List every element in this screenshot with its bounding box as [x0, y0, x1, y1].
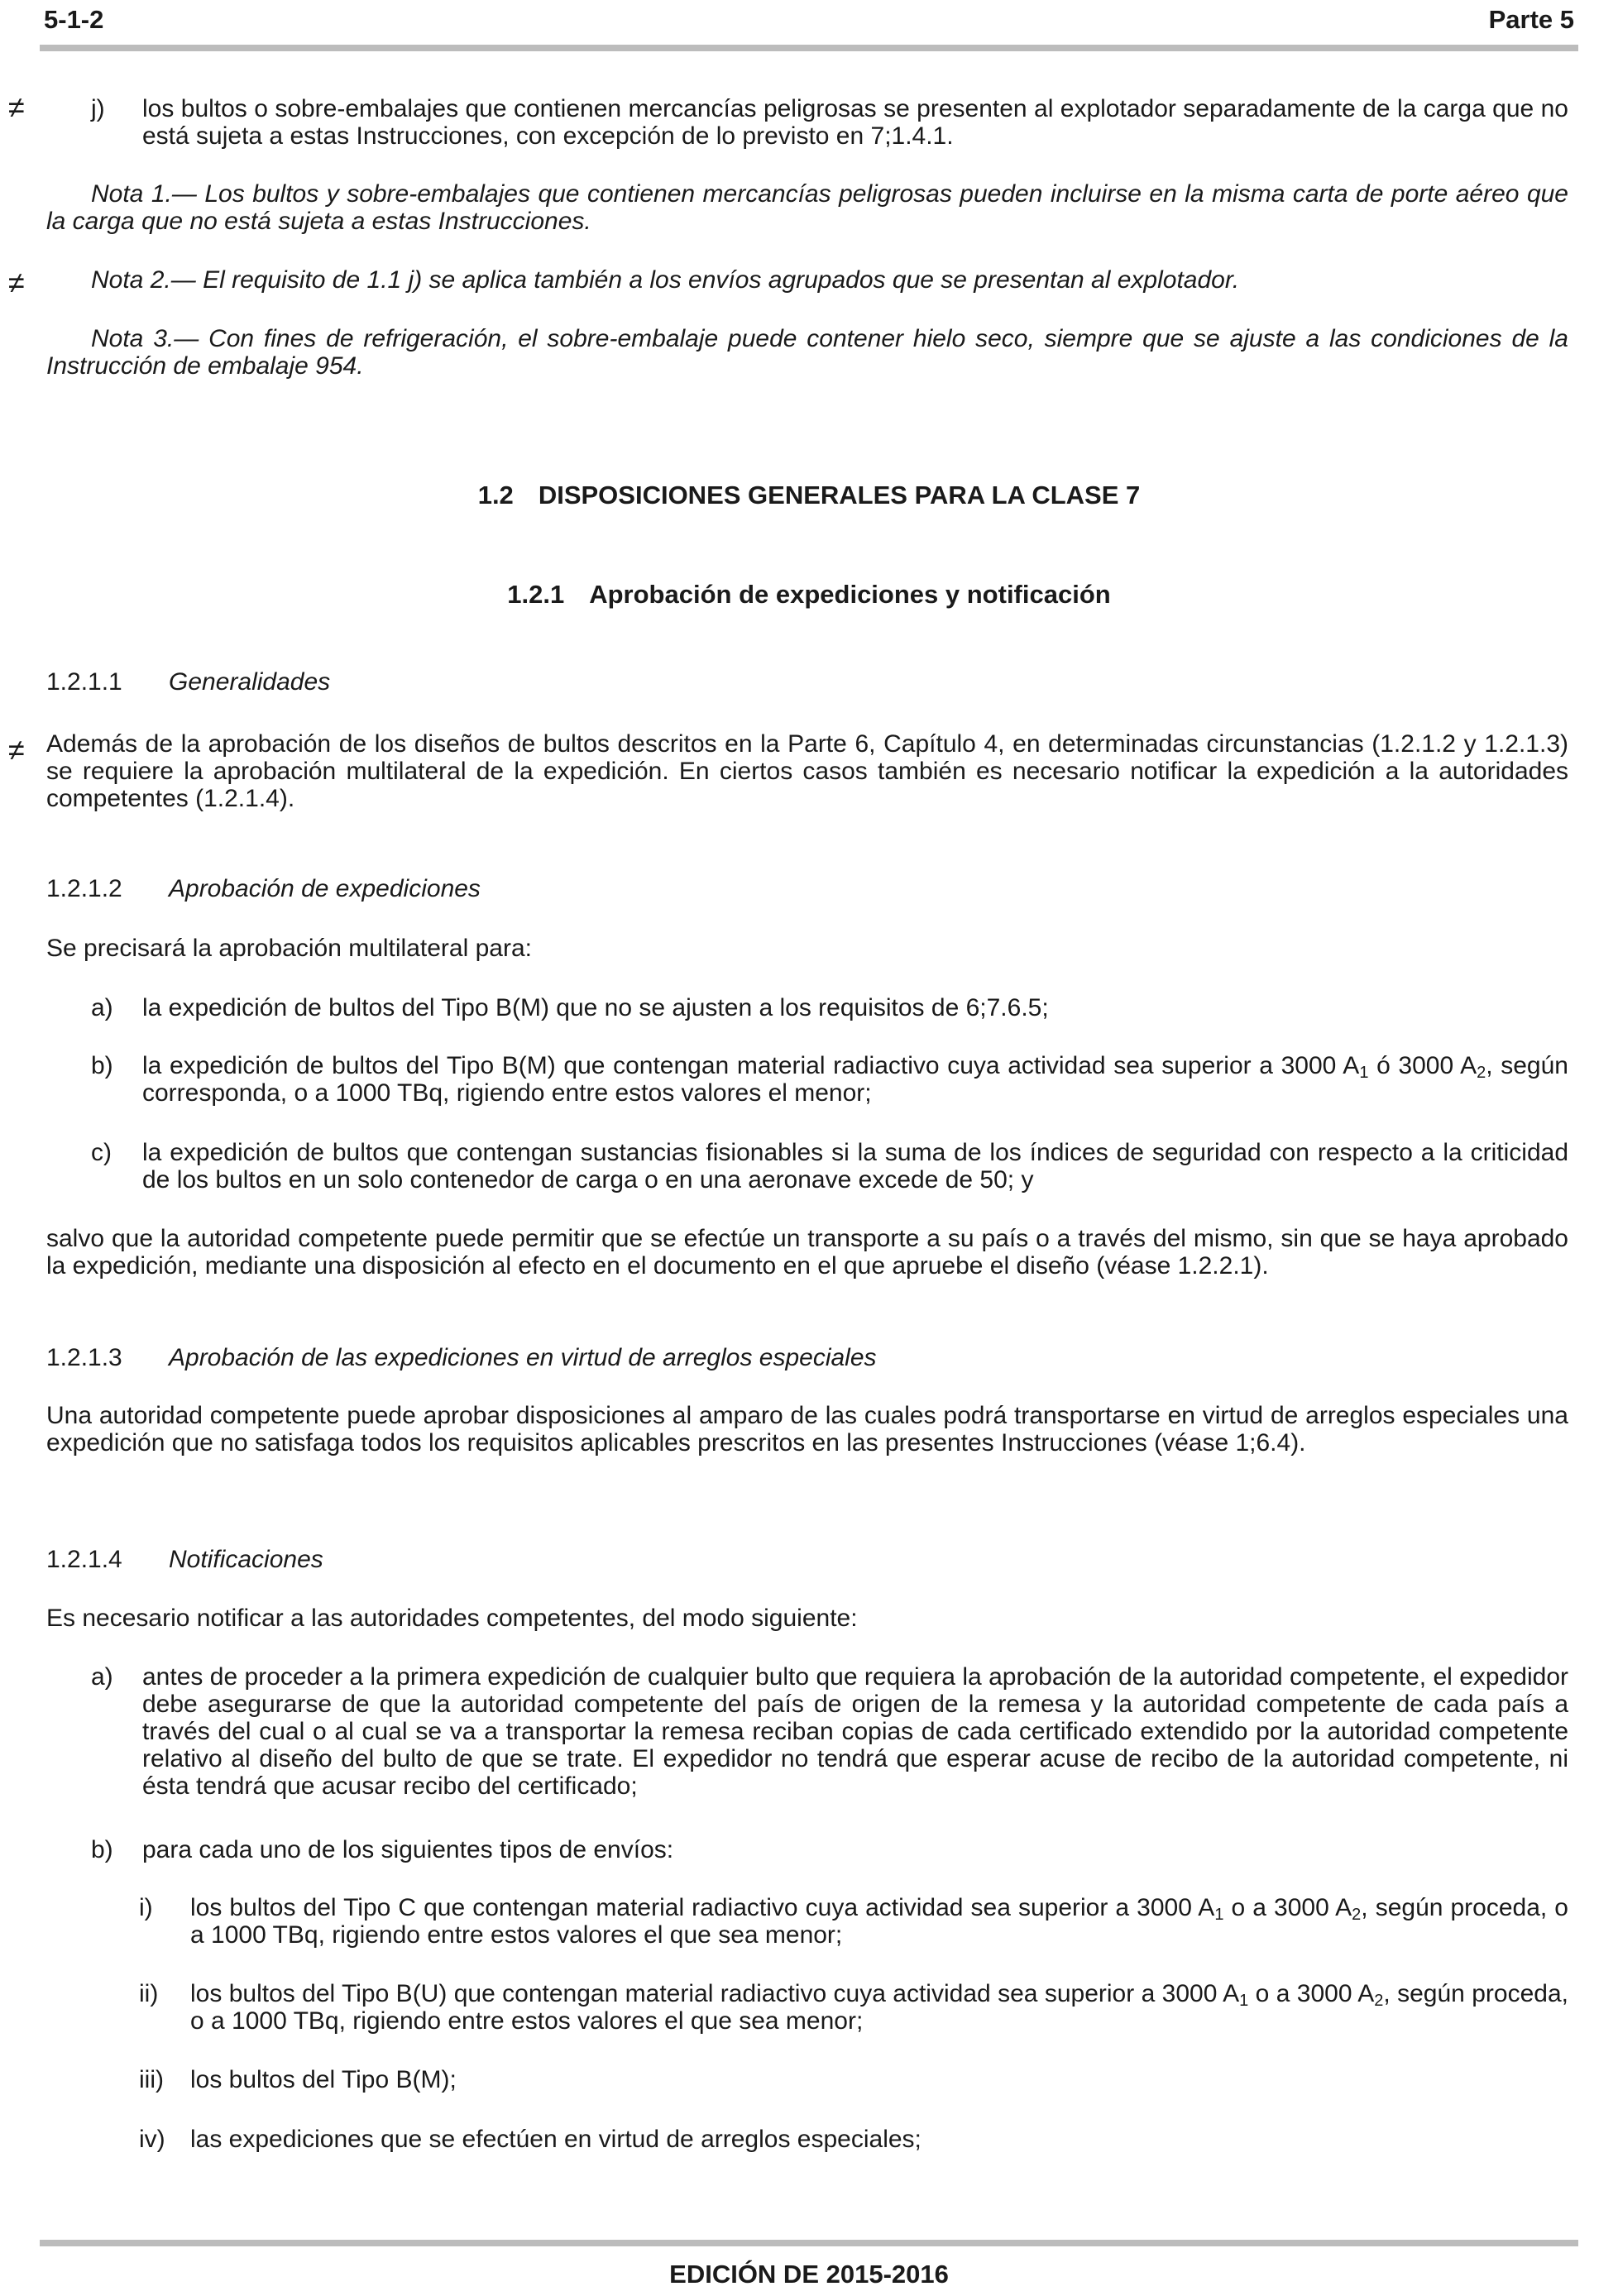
list-item-a [46, 994, 1568, 1021]
item-label: i) [139, 1894, 153, 1921]
subsection-number: 1.2.1.4 [46, 1546, 122, 1573]
item-text: los bultos del Tipo C que contengan material radiactivo cuya actividad sea superior a 3000 $A_1$ o a 3000 $A_2$, según proceda, o a 1000 TBq, rigiendo entre estos valores el que sea menor; [190, 1894, 1568, 1949]
note-label: Nota 2.— [91, 266, 203, 294]
item-text: la expedición de bultos que contengan sustancias fisionables si la suma de los índices de seguridad con respecto a la criticidad de los bultos en un solo contenedor de carga o en una aeronave excede de 50; y [142, 1139, 1568, 1193]
change-mark: ≠ [8, 90, 25, 124]
note-1 [46, 180, 1568, 235]
note-text: El requisito de 1.1 j) se aplica también a los envíos agrupados que se presentan al explotador. [203, 266, 1240, 294]
item-text: para cada uno de los siguientes tipos de envíos: [142, 1836, 674, 1863]
item-text: los bultos o sobre-embalajes que contienen mercancías peligrosas se presenten al explotador separadamente de la carga que no está sujeta a estas Instrucciones, con excepción de lo previsto en 7;1.4.1. [142, 95, 1568, 150]
sub-item-iv [46, 2126, 1568, 2153]
section-number: 1.2.1 [507, 580, 565, 609]
note-text: Con fines de refrigeración, el sobre-embalaje puede contener hielo seco, siempre que se ajuste a las condiciones de la Instrucción de embalaje 954. [46, 325, 1568, 380]
paragraph: Una autoridad competente puede aprobar disposiciones al amparo de las cuales podrá transportarse en virtud de arreglos especiales una expedición que no satisfaga todos los requisitos aplicables prescritos en las presentes Instrucciones (véase 1;6.4). [46, 1402, 1568, 1457]
item-label: ii) [139, 1980, 159, 2007]
subsection-title: Generalidades [169, 668, 331, 696]
note-3 [46, 325, 1568, 380]
item-label: c) [91, 1139, 112, 1166]
part-label: Parte 5 [1488, 5, 1574, 34]
subsection-heading [46, 1546, 323, 1573]
subsection-number: 1.2.1.2 [46, 875, 122, 902]
subsection-heading [46, 1344, 877, 1371]
note-label: Nota 1.— [91, 180, 205, 208]
item-text: las expediciones que se efectúen en virtud de arreglos especiales; [190, 2126, 921, 2153]
item-label: a) [91, 1663, 113, 1691]
section-heading-1-2-1 [0, 581, 1618, 609]
footer-rule [40, 2240, 1578, 2246]
note-2 [46, 266, 1568, 294]
item-text: los bultos del Tipo B(U) que contengan material radiactivo cuya actividad sea superior a 3000 $A_1$ o a 3000 $A_2$, según proceda, o a 1000 TBq, rigiendo entre estos valores el que sea menor; [190, 1980, 1568, 2035]
list-item-j [46, 95, 1568, 150]
change-mark: ≠ [8, 733, 25, 767]
note-label: Nota 3.— [91, 325, 209, 352]
paragraph: Además de la aprobación de los diseños de bultos descritos en la Parte 6, Capítulo 4, en determinadas circunstancias (1.2.1.2 y 1.2.1.3) se requiere la aprobación multilateral de la expedición. En ciertos casos también es necesario notificar la expedición a la autoridades competentes (1.2.1.4). [46, 730, 1568, 812]
section-title: Aprobación de expediciones y notificación [589, 580, 1111, 609]
item-label: b) [91, 1052, 113, 1079]
header-rule [40, 45, 1578, 51]
edition-footer: EDICIÓN DE 2015-2016 [669, 2260, 949, 2289]
note-text: Los bultos y sobre-embalajes que contienen mercancías peligrosas pueden incluirse en la misma carta de porte aéreo que la carga que no está sujeta a estas Instrucciones. [46, 180, 1568, 235]
item-label: b) [91, 1836, 113, 1863]
subsection-number: 1.2.1.1 [46, 668, 122, 696]
subsection-title: Aprobación de las expediciones en virtud de arreglos especiales [169, 1344, 877, 1371]
item-text: los bultos del Tipo B(M); [190, 2066, 457, 2093]
page-header [40, 0, 1578, 50]
subsection-title: Aprobación de expediciones [169, 875, 481, 902]
subsection-number: 1.2.1.3 [46, 1344, 122, 1371]
sub-item-ii [46, 1980, 1568, 2035]
section-heading-1-2 [0, 481, 1618, 509]
list-item-c [46, 1139, 1568, 1193]
paragraph: Se precisará la aprobación multilateral para: [46, 935, 532, 962]
paragraph: salvo que la autoridad competente puede permitir que se efectúe un transporte a su país o a través del mismo, sin que se haya aprobado la expedición, mediante una disposición al efecto en el documento en el que apruebe el diseño (véase 1.2.2.1). [46, 1225, 1568, 1280]
subsection-heading [46, 668, 330, 696]
item-text: la expedición de bultos del Tipo B(M) que no se ajusten a los requisitos de 6;7.6.5; [142, 994, 1049, 1021]
paragraph: Es necesario notificar a las autoridades competentes, del modo siguiente: [46, 1605, 858, 1632]
page-number: 5-1-2 [44, 5, 104, 34]
item-text: la expedición de bultos del Tipo B(M) que contengan material radiactivo cuya actividad sea superior a 3000 $A_1$ ó 3000 $A_2$, según corresponda, o a 1000 TBq, rigiendo entre estos valores el menor; [142, 1052, 1568, 1107]
sub-item-iii [46, 2066, 1568, 2093]
section-title: DISPOSICIONES GENERALES PARA LA CLASE 7 [538, 481, 1141, 509]
item-text: antes de proceder a la primera expedición de cualquier bulto que requiera la aprobación de la autoridad competente, el expedidor debe asegurarse de que la autoridad competente del país de origen de la remesa y la autoridad competente de cada país a través del cual o al cual se va a transportar la remesa reciban copias de cada certificado extendido por la autoridad competente relativo al diseño del bulto de que se trate. El expedidor no tendrá que esperar acuse de recibo de la autoridad competente, ni ésta tendrá que acusar recibo del certificado; [142, 1663, 1568, 1800]
section-number: 1.2 [477, 481, 514, 509]
subsection-title: Notificaciones [169, 1546, 323, 1573]
list-item-a [46, 1663, 1568, 1800]
item-label: iii) [139, 2066, 164, 2093]
subsection-heading [46, 875, 481, 902]
list-item-b [46, 1052, 1568, 1107]
sub-item-i [46, 1894, 1568, 1949]
item-label: a) [91, 994, 113, 1021]
list-item-b [46, 1836, 1568, 1863]
change-mark: ≠ [8, 265, 25, 299]
item-label: iv) [139, 2126, 165, 2153]
item-label: j) [91, 95, 105, 122]
